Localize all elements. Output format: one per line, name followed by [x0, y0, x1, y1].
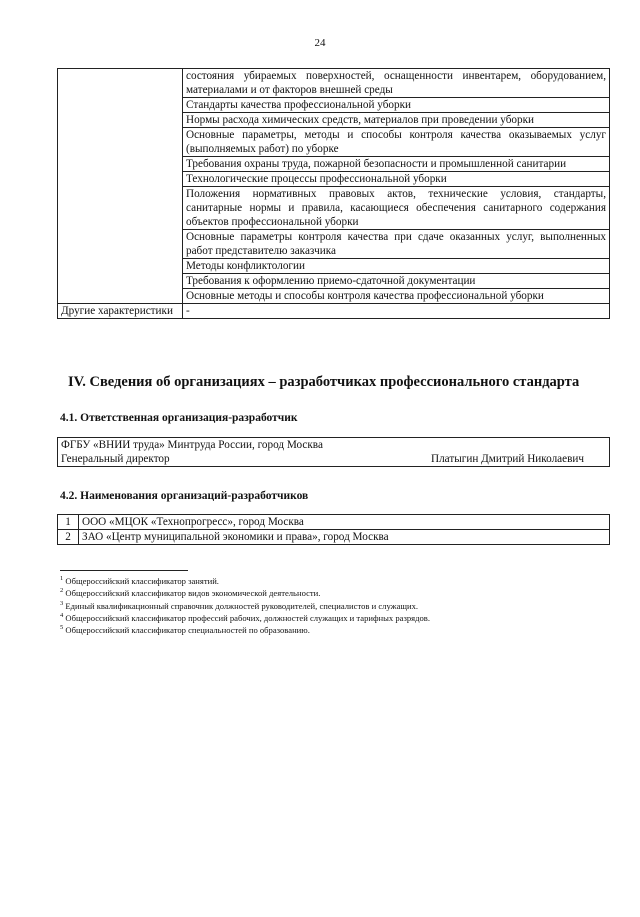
- footnotes: [60, 575, 430, 636]
- row-number: 1: [58, 515, 79, 530]
- table-row: [58, 438, 610, 453]
- list-item: Методы конфликтологии: [183, 259, 610, 274]
- org-person: Платыгин Дмитрий Николаевич: [431, 453, 584, 465]
- page-number: 24: [314, 37, 326, 49]
- row-number: 2: [58, 530, 79, 545]
- developer-orgs-table: [57, 514, 610, 545]
- org-name: ЗАО «Центр муниципальной экономики и права», город Москва: [79, 530, 610, 545]
- list-item: Требования к оформлению приемо-сдаточной документации: [183, 274, 610, 289]
- footnote-text: Общероссийский классификатор профессий рабочих, должностей служащих и тарифных разрядов.: [65, 612, 430, 623]
- footnote-mark: 3: [60, 599, 64, 607]
- footnote-mark: 1: [60, 575, 64, 583]
- other-characteristics-value: -: [183, 304, 610, 319]
- table-row: [58, 69, 610, 98]
- list-item: Основные параметры, методы и способы контроля качества оказываемых услуг (выполняемых работ) по уборке: [183, 128, 610, 157]
- org-signatory-cell: [58, 452, 610, 467]
- responsible-org-table: [57, 437, 610, 467]
- footnote: [60, 575, 430, 587]
- list-item: Основные параметры контроля качества при сдаче оказанных услуг, выполненных работ представителю заказчика: [183, 230, 610, 259]
- section-heading: IV. Сведения об организациях – разработчиках профессионального стандарта: [68, 374, 580, 390]
- footnote-mark: 4: [60, 612, 64, 620]
- other-characteristics-label: Другие характеристики: [58, 304, 183, 319]
- list-item: Основные методы и способы контроля качества профессиональной уборки: [183, 289, 610, 304]
- list-item: Нормы расхода химических средств, материалов при проведении уборки: [183, 113, 610, 128]
- org-position: Генеральный директор: [61, 453, 170, 465]
- list-item: Технологические процессы профессиональной уборки: [183, 172, 610, 187]
- footnote-mark: 2: [60, 587, 64, 595]
- table-row: [58, 530, 610, 545]
- footnote: [60, 600, 430, 612]
- knowledge-table: [57, 68, 610, 319]
- org-name: ООО «МЦОК «Технопрогресс», город Москва: [79, 515, 610, 530]
- org-name: ФГБУ «ВНИИ труда» Минтруда России, город Москва: [58, 438, 610, 453]
- footnote-text: Общероссийский классификатор специальностей по образованию.: [65, 625, 310, 636]
- footnote-divider: [60, 570, 188, 571]
- developer-orgs-heading: 4.2. Наименования организаций-разработчиков: [60, 490, 309, 502]
- table-row: [58, 452, 610, 467]
- list-item: Стандарты качества профессиональной уборки: [183, 98, 610, 113]
- footnote: [60, 587, 430, 599]
- footnote: [60, 612, 430, 624]
- responsible-org-heading: 4.1. Ответственная организация-разработчик: [60, 412, 298, 424]
- footnote-text: Общероссийский классификатор занятий.: [65, 576, 219, 586]
- list-item: Требования охраны труда, пожарной безопасности и промышленной санитарии: [183, 157, 610, 172]
- footnote-text: Единый квалификационный справочник должностей руководителей, специалистов и служащих.: [65, 600, 419, 611]
- table-row: [58, 304, 610, 319]
- footnote: [60, 624, 430, 636]
- list-item: Положения нормативных правовых актов, технические условия, стандарты, санитарные нормы и правила, касающиеся обеспечения санитарного содержания объектов профессиональной уборки: [183, 187, 610, 230]
- list-item: состояния убираемых поверхностей, оснащенности инвентарем, оборудованием, материалами и от факторов внешней среды: [183, 69, 610, 98]
- footnote-text: Общероссийский классификатор видов экономической деятельности.: [65, 588, 321, 599]
- table-row: [58, 515, 610, 530]
- footnote-mark: 5: [60, 624, 64, 632]
- empty-label-cell: [58, 69, 183, 304]
